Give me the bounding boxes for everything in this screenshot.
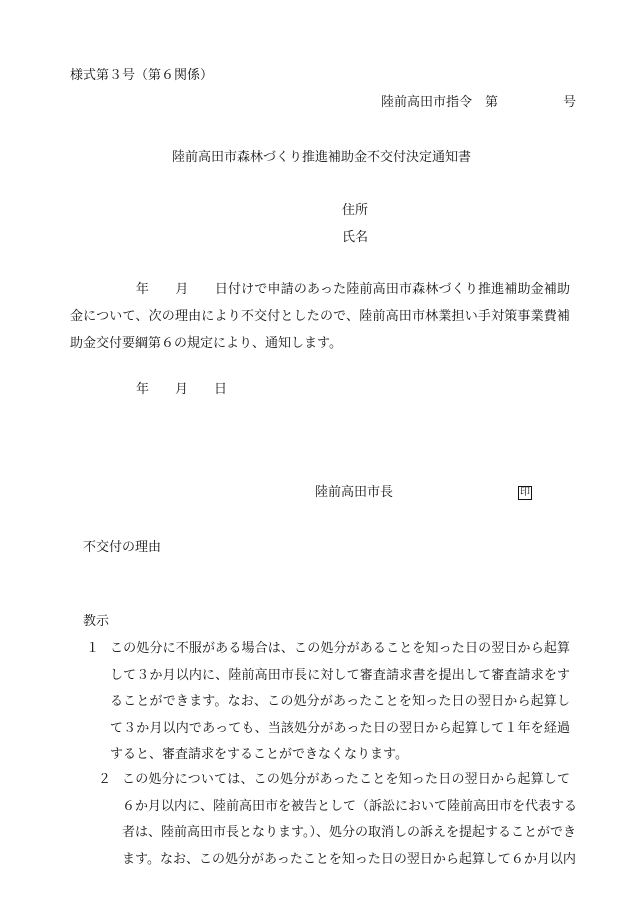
notice-body-line: 年 月 日付けで申請のあった陸前高田市森林づくり推進補助金補助 xyxy=(70,282,570,297)
instruction-line: 者は、陸前高田市長となります。）、処分の取消しの訴えを提起することができ xyxy=(122,825,576,840)
instruction-line: この処分については、この処分があったことを知った日の翌日から起算して xyxy=(122,772,570,787)
seal-stamp: 印 xyxy=(520,487,530,498)
instruction-number: １ xyxy=(86,641,100,656)
recipient-name-label: 氏名 xyxy=(342,230,369,245)
instruction-heading: 教示 xyxy=(83,614,110,629)
instruction-line: すると、審査請求をすることができなくなります。 xyxy=(110,747,408,762)
notice-body xyxy=(70,276,570,357)
instruction-number: ２ xyxy=(98,772,112,787)
instruction-item-2 xyxy=(98,767,578,877)
instruction-line: て３か月以内であっても、当該処分があった日の翌日から起算して１年を経過 xyxy=(110,720,570,736)
issue-date: 年 月 日 xyxy=(136,382,228,397)
instruction-line: ます。なお、この処分があったことを知った日の翌日から起算して６か月以内 xyxy=(122,851,576,867)
notice-body-line: 助金交付要綱第６の規定により、通知します。 xyxy=(70,336,342,351)
notice-body-line: 金について、次の理由により不交付としたので、陸前高田市林業担い手対策事業費補 xyxy=(70,309,570,324)
recipient-address-label: 住所 xyxy=(342,203,369,218)
document-number: 陸前高田市指令 第 号 xyxy=(381,95,577,110)
reason-heading: 不交付の理由 xyxy=(83,540,162,555)
form-number: 様式第３号（第６関係） xyxy=(70,68,214,83)
instruction-line: この処分に不服がある場合は、この処分があることを知った日の翌日から起算 xyxy=(110,641,570,656)
document-title: 陸前高田市森林づくり推進補助金不交付決定通知書 xyxy=(172,150,472,165)
instruction-item-1 xyxy=(86,636,570,771)
instruction-line: して３か月以内に、陸前高田市長に対して審査請求書を提出して審査請求をす xyxy=(110,667,570,683)
instruction-line: ることができます。なお、この処分があったことを知った日の翌日から起算し xyxy=(110,694,570,709)
instruction-line: ６か月以内に、陸前高田市を被告として（訴訟において陸前高田市を代表する xyxy=(122,798,578,814)
issuer-name: 陸前高田市長 xyxy=(315,485,394,500)
